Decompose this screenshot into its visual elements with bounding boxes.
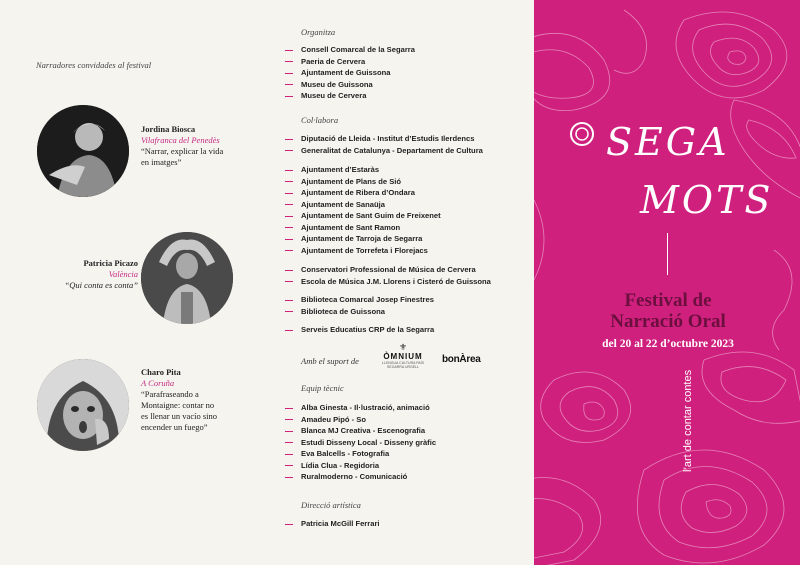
list-item: Eva Balcells - Fotografia [285,448,436,460]
narrator-place: Vilafranca del Penedès [141,135,220,145]
list-item: Museu de Cervera [285,90,415,102]
narrator-quote: encender un fuego” [141,422,208,432]
festival-title-line-2: Narració Oral [610,311,726,332]
portrait-image [37,105,129,197]
list-item: Lídia Clua - Regidoria [285,460,436,472]
omnium-logo [378,342,428,372]
narrator-photo-3 [37,359,129,451]
direccio-list [285,518,380,530]
narrator-photo-1 [37,105,129,197]
list-item: Ajuntament de Plans de Sió [285,176,441,188]
direccio-title: Direcció artística [301,500,361,510]
logo-line-2: MOTS [640,178,774,222]
list-item: Ajuntament de Ribera d’Ondara [285,187,441,199]
list-item: Museu de Guissona [285,79,415,91]
equip-list [285,402,436,483]
collabora-list-b [285,164,441,256]
topographic-pattern [534,0,800,565]
narrator-quote: “Qui conta es conta” [64,280,138,290]
narrator-place: A Coruña [141,378,175,388]
narrator-name: Charo Pita [141,367,181,377]
sponsor-label: Amb el suport de [301,356,359,366]
bonarea-logo: bonÀrea [442,354,481,365]
tagline: l’art de contar contes [682,369,694,472]
narrator-quote: es llenar un vacío sino [141,411,218,421]
organitza-title: Organitza [301,27,336,37]
list-item: Generalitat de Catalunya - Departament de Cultura [285,145,483,157]
sega-mots-circle-icon [568,120,596,148]
list-item: Ajuntament de Torrefeta i Florejacs [285,245,441,257]
logo-line-1: SEGA [606,120,730,164]
collabora-list-d [285,294,434,317]
list-item: Diputació de Lleida - Institut d’Estudis Ilerdencs [285,133,483,145]
equip-title: Equip tècnic [301,383,344,393]
portrait-image [37,359,129,451]
list-item: Ajuntament de Sant Ramon [285,222,441,234]
collabora-list-e [285,324,434,336]
list-item: Ajuntament de Sanaüja [285,199,441,211]
list-item: Conservatori Professional de Música de Cervera [285,264,491,276]
list-item: Consell Comarcal de la Segarra [285,44,415,56]
list-item: Biblioteca Comarcal Josep Finestres [285,294,434,306]
narrator-photo-2 [141,232,233,324]
narrator-quote: “Parafraseando a [141,389,199,399]
list-item: Serveis Educatius CRP de la Segarra [285,324,434,336]
list-item: Blanca MJ Creativa - Escenografia [285,425,436,437]
list-item: Ajuntament de Sant Guim de Freixenet [285,210,441,222]
list-item: Paeria de Cervera [285,56,415,68]
narrator-name: Patricia Picazo [83,258,138,268]
narrator-quote: “Narrar, explicar la vida [141,146,224,156]
omnium-subtitle-2: SEGARRA URGELL [387,365,419,369]
list-item: Amadeu Pipó - So [285,414,436,426]
narrators-title: Narradores convidades al festival [36,60,152,70]
omnium-subtitle: LLENGUA CULTURA PAÍS [382,361,424,365]
cover-panel [534,0,800,565]
festival-dates: del 20 al 22 d’octubre 2023 [602,338,734,350]
narrator-name: Jordina Biosca [141,124,196,134]
narrator-3 [141,367,261,433]
collabora-title: Col·labora [301,115,339,125]
portrait-image [141,232,233,324]
narrator-quote: Montaigne: contar no [141,400,215,410]
omnium-mark-icon: ⚜ [398,342,408,352]
festival-title [560,290,776,332]
festival-title-line-1: Festival de [624,290,712,311]
organitza-list [285,44,415,102]
list-item: Escola de Música J.M. Llorens i Cisteró de Guissona [285,276,491,288]
list-item: Ruralmoderno - Comunicació [285,471,436,483]
list-item: Ajuntament de Guissona [285,67,415,79]
list-item: Biblioteca de Guissona [285,306,434,318]
narrator-place: València [108,269,138,279]
list-item: Estudi Disseny Local - Disseny gràfic [285,437,436,449]
narrator-1 [141,124,223,168]
list-item: Ajuntament d’Estaràs [285,164,441,176]
list-item: Alba Ginesta - Il·lustració, animació [285,402,436,414]
divider [667,233,668,275]
narrator-quote: en imatges” [141,157,182,167]
collabora-list-a [285,133,483,156]
collabora-list-c [285,264,491,287]
list-item: Ajuntament de Tarroja de Segarra [285,233,441,245]
omnium-wordmark: ÒMNIUM [383,352,423,361]
narrator-2 [20,258,138,291]
list-item: Patricia McGill Ferrari [285,518,380,530]
